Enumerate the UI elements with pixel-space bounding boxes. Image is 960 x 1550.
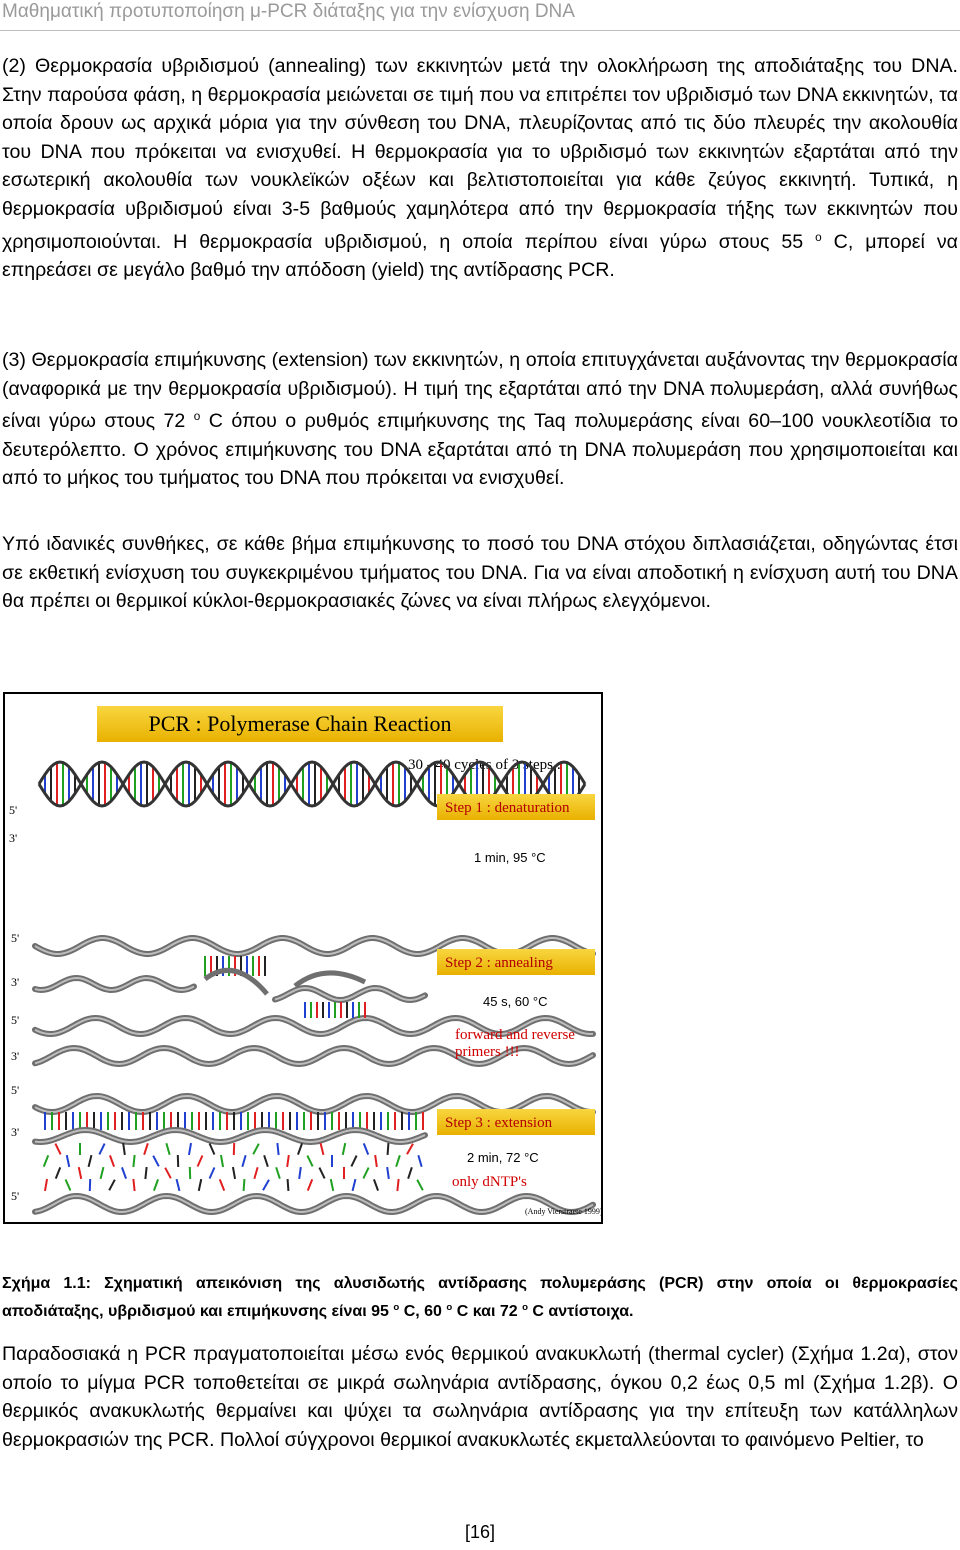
dntp-nucleotide	[233, 1167, 235, 1179]
step2-label: Step 2 : annealing	[445, 955, 553, 971]
primers-label-line1: forward and reverse	[455, 1027, 575, 1043]
dntp-nucleotide	[388, 1143, 389, 1155]
dntp-nucleotide	[287, 1155, 289, 1167]
paragraph-text: (2) Θερμοκρασία υβριδισμού (annealing) των εκκινητών μετά την ολοκλήρωση της αποδιάταξης του DNA. Στην παρούσα φάση, η θερμοκρασία μειώνεται σε τιμή που να επιτρέπει τον υβριδισμό των DNA εκκινητών, τα οποία δρουν ως αρχικά μόρια για την σύνθεση του DNA, πλευρίζοντας από τις δύο πλευρές την ακολουθία του DNA που πρόκειται να ενισχυθεί. Η θερμοκρασία για το υβριδισμό των εκκινητών εξαρτάται από την εσωτερική ακολουθία των νουκλεϊκών οξέων και βελτιστοποιείται για κάθε ζεύγος εκκινητή. Τυπικά, η θερμοκρασία υβριδισμού είναι 3-5 βαθμούς χαμηλότερα από την θερμοκρασία τήξης των εκκινητών που χρησιμοποιούνται. Η θερμοκρασία υβριδισμού, η οποία περίπου είναι γύρω στους 55	[2, 55, 958, 253]
annealing-primer	[205, 970, 267, 994]
strand-end-label: 5'	[11, 1083, 20, 1097]
dna-strand-highlight	[35, 1130, 425, 1142]
degree-superscript: ο	[446, 1302, 453, 1313]
dntp-nucleotide	[375, 1155, 377, 1167]
dntp-nucleotide	[319, 1168, 324, 1179]
dntp-nucleotide	[276, 1167, 280, 1178]
cycles-label: 30 - 40 cycles of 3 steps :	[408, 757, 561, 773]
dntp-nucleotide	[244, 1179, 245, 1191]
dntp-nucleotide	[418, 1155, 421, 1167]
dntp-nucleotide	[109, 1180, 115, 1191]
paragraph-extension	[2, 346, 958, 493]
pcr-diagram	[5, 694, 601, 1222]
dntp-nucleotide	[144, 1143, 148, 1154]
step1-label: Step 1 : denaturation	[445, 800, 570, 816]
strand-end-label: 3'	[11, 1049, 20, 1063]
dntp-nucleotide	[307, 1156, 312, 1167]
dntp-nucleotide	[321, 1143, 324, 1155]
dntp-nucleotide	[254, 1167, 257, 1179]
caption-text: C αντίστοιχα.	[527, 1302, 634, 1320]
dntp-nucleotide	[145, 1167, 146, 1179]
dntp-nucleotide	[66, 1180, 71, 1191]
caption-text: C και 72	[452, 1302, 523, 1320]
dntp-nucleotide	[165, 1168, 171, 1179]
dntp-nucleotide	[263, 1180, 269, 1190]
running-header: Μαθηματική προτυποποίηση μ-PCR διάταξης για την ενίσχυση DNA	[2, 1, 575, 22]
dntp-nucleotide	[364, 1143, 368, 1154]
dntp-nucleotide	[55, 1144, 60, 1155]
degree-superscript: ο	[522, 1302, 528, 1313]
header-rule	[0, 30, 960, 31]
step3-label: Step 3 : extension	[445, 1115, 553, 1131]
dntp-nucleotide	[56, 1167, 60, 1178]
paragraph-annealing	[2, 52, 958, 285]
dntp-nucleotide	[288, 1179, 289, 1191]
dntp-nucleotide	[101, 1167, 104, 1179]
dntp-nucleotide	[298, 1143, 302, 1154]
degree-superscript: ο	[815, 230, 822, 244]
dntp-nucleotide	[407, 1144, 413, 1154]
figure-caption	[2, 1272, 958, 1324]
paragraph-text: C, μπορεί να επηρεάσει σε μεγάλο βαθμό την απόδοση (yield) της αντίδρασης PCR.	[2, 230, 958, 282]
dntp-nucleotide	[417, 1180, 423, 1191]
annealing-primer	[295, 973, 365, 986]
page-number: [16]	[464, 1522, 496, 1542]
dntp-label: only dNTP's	[452, 1174, 527, 1190]
dntp-nucleotide	[133, 1179, 134, 1191]
dntp-nucleotide	[363, 1168, 368, 1179]
dntp-nucleotide	[220, 1179, 224, 1190]
dntp-nucleotide	[45, 1179, 47, 1191]
dntp-nucleotide	[253, 1144, 259, 1155]
dntp-nucleotide	[299, 1167, 301, 1179]
strand-end-label: 3'	[11, 1125, 20, 1139]
dntp-nucleotide	[242, 1155, 245, 1167]
dntp-nucleotide	[374, 1179, 378, 1190]
step3-time: 2 min, 72 °C	[467, 1150, 539, 1165]
dntp-nucleotide	[210, 1144, 215, 1155]
dntp-nucleotide	[199, 1179, 201, 1191]
dntp-nucleotide	[133, 1155, 134, 1167]
dntp-nucleotide	[396, 1155, 400, 1166]
dntp-nucleotide	[408, 1167, 412, 1178]
pcr-figure	[3, 692, 603, 1224]
dna-strand-highlight	[275, 988, 425, 1000]
figure-title: PCR : Polymerase Chain Reaction	[148, 711, 452, 736]
strand-end-label: 5'	[9, 803, 18, 817]
dntp-nucleotide	[397, 1179, 398, 1191]
primers-label-line2: primers !!!	[455, 1044, 520, 1060]
dntp-nucleotide	[198, 1156, 203, 1167]
dntp-nucleotide	[79, 1167, 81, 1179]
caption-text: Σχήμα 1.1: Σχηματική απεικόνιση της αλυσιδωτής αντίδρασης πολυμεράσης (PCR) στην οποία οι θερμοκρασίες αποδιάταξης, υβριδισμού και επιμήκυνσης είναι 95	[2, 1275, 958, 1320]
strand-end-label: 3'	[11, 975, 20, 989]
step2-time: 45 s, 60 °C	[483, 994, 548, 1009]
paragraph-text: (3) Θερμοκρασία επιμήκυνσης (extension) των εκκινητών, η οποία επιτυγχάνεται αυξάνοντας την θερμοκρασία (αναφορικά με την θερμοκρασία υβριδισμού). Η τιμή της εξαρτάται από την DNA πολυμεράση, αλλά συνήθως είναι γύρω στους 72	[2, 349, 958, 433]
caption-text: C, 60	[399, 1302, 447, 1320]
dntp-nucleotide	[277, 1143, 278, 1155]
dntp-nucleotide	[99, 1144, 104, 1155]
dntp-nucleotide	[343, 1143, 345, 1155]
degree-superscript: ο	[193, 410, 201, 424]
dntp-nucleotide	[166, 1143, 169, 1155]
figure-credit: (Andy Vierstraete 1999)	[525, 1207, 601, 1216]
paragraph-text: C όπου ο ρυθμός επιμήκυνσης της Taq πολυμεράσης είναι 60–100 νουκλεοτίδια το δευτερόλεπτο. Ο χρόνος επιμήκυνσης του DNA εξαρτάται από τη DNA πολυμεράση που χρησιμοποιείται και από το μήκος του τμήματος του DNA που πρόκειται να ενισχυθεί.	[2, 410, 958, 490]
strand-end-label: 5'	[11, 1189, 20, 1203]
step1-time: 1 min, 95 °C	[474, 850, 546, 865]
dntp-nucleotide	[264, 1155, 268, 1166]
dntp-nucleotide	[153, 1156, 159, 1167]
strand-end-label: 5'	[11, 931, 20, 945]
dntp-nucleotide	[353, 1179, 356, 1191]
paragraph-ideal-conditions: Υπό ιδανικές συνθήκες, σε κάθε βήμα επιμήκυνσης το ποσό του DNA στόχου διπλασιάζεται, οδηγώντας έτσι σε εκθετική ενίσχυση του συγκεκριμένου τμήματος του DNA. Για να είναι αποδοτική η ενίσχυση αυτή του DNA θα πρέπει οι θερμικοί κύκλοι-θερμοκρασιακές ζώνες να είναι πλήρως ελεγχόμενοι.	[2, 533, 958, 613]
paragraph-thermal-cycler: Παραδοσιακά η PCR πραγματοποιείται μέσω ενός θερμικού ανακυκλωτή (thermal cycler) (Σχήμα 1.2α), στον οποίο το μίγμα PCR τοποθετείται σε μικρά σωληνάρια αντίδρασης, όγκου 0,2 έως 0,5 ml (Σχήμα 1.2β). Ο θερμικός ανακυκλωτής θερμαίνει και ψύχει τα σωληνάρια αντίδρασης για την επίτευξη των κατάλληλων θερμοκρασιών της PCR. Πολλοί σύγχρονοι θερμικοί ανακυκλωτές εκμεταλλεύονται το φαινόμενο Peltier, το	[2, 1343, 958, 1451]
dntp-nucleotide	[122, 1167, 126, 1178]
degree-superscript: ο	[393, 1302, 400, 1313]
dntp-nucleotide	[177, 1179, 180, 1191]
dntp-nucleotide	[210, 1168, 215, 1179]
dntp-nucleotide	[308, 1179, 312, 1190]
dntp-nucleotide	[351, 1156, 356, 1167]
strand-end-label: 5'	[11, 1013, 20, 1027]
dntp-nucleotide	[110, 1155, 114, 1166]
dntp-nucleotide	[331, 1179, 333, 1191]
dntp-nucleotide	[44, 1155, 48, 1166]
dntp-nucleotide	[189, 1143, 191, 1155]
strand-end-label: 3'	[9, 831, 18, 845]
dntp-nucleotide	[67, 1155, 69, 1167]
dntp-nucleotide	[89, 1155, 92, 1167]
dntp-nucleotide	[154, 1179, 158, 1190]
dntp-nucleotide	[387, 1167, 389, 1179]
dntp-nucleotide	[123, 1143, 125, 1155]
dntp-nucleotide	[221, 1155, 223, 1167]
